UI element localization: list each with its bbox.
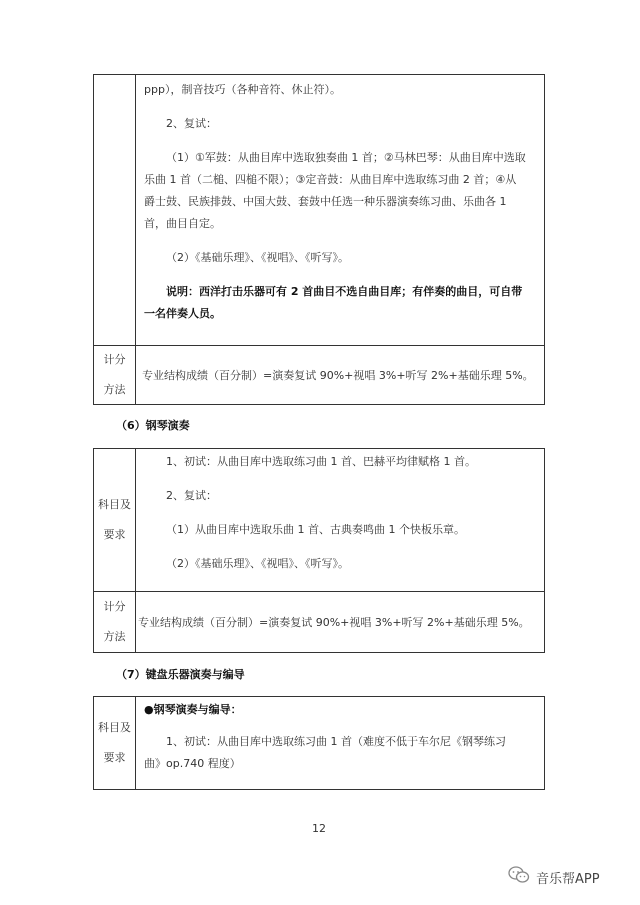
subject-label — [94, 449, 136, 591]
watermark-text: 音乐帮APP — [536, 871, 600, 887]
text-line: （2）《基础乐理》、《视唱》、《听写》。 — [166, 557, 349, 570]
text-line: 1、初试：从曲目库中选取练习曲 1 首、巴赫平均律赋格 1 首。 — [166, 455, 476, 468]
label-text: 计分 — [103, 353, 126, 366]
text-line: 乐曲 1 首（二槌、四槌不限）；③定音鼓：从曲目库中选取练习曲 2 首；④从 — [144, 173, 517, 186]
label-text: 要求 — [103, 528, 126, 541]
note-line: 一名伴奏人员。 — [144, 307, 221, 320]
watermark — [508, 866, 600, 888]
text-line: 曲》op.740 程度） — [144, 757, 241, 770]
text-line: ppp），制音技巧（各种音符、休止符）。 — [144, 83, 341, 96]
table-percussion — [93, 74, 545, 405]
label-text: 要求 — [103, 751, 126, 764]
score-method-label — [94, 346, 136, 404]
score-text: 专业结构成绩（百分制）=演奏复试 90%+视唱 3%+听写 2%+基础乐理 5%。 — [138, 616, 530, 629]
text-line: 首，曲目自定。 — [144, 217, 221, 230]
requirements-cell — [136, 449, 544, 591]
requirements-cell — [136, 697, 544, 789]
text-line: （1）①军鼓：从曲目库中选取独奏曲 1 首；②马林巴琴：从曲目库中选取 — [166, 151, 526, 164]
text-line: 2、复试： — [166, 489, 217, 502]
table-label-empty — [94, 75, 136, 345]
subject-label — [94, 697, 136, 789]
table-piano — [93, 448, 545, 653]
text-line: （2）《基础乐理》、《视唱》、《听写》。 — [166, 251, 349, 264]
score-text: 专业结构成绩（百分制）=演奏复试 90%+视唱 3%+听写 2%+基础乐理 5%。 — [142, 369, 534, 382]
section-heading: （6）钢琴演奏 — [116, 419, 190, 432]
label-text: 方法 — [103, 630, 126, 643]
note-line: 说明：西洋打击乐器可有 2 首曲目不选自曲目库；有伴奏的曲目，可自带 — [166, 285, 523, 298]
text-line: 1、初试：从曲目库中选取练习曲 1 首（难度不低于车尔尼《钢琴练习 — [166, 735, 506, 748]
wechat-icon — [508, 866, 530, 888]
score-method-cell — [136, 592, 544, 652]
page-number: 12 — [312, 822, 326, 835]
subsection-heading: ●钢琴演奏与编导： — [144, 703, 242, 716]
label-text: 方法 — [103, 383, 126, 396]
text-line: 爵士鼓、民族排鼓、中国大鼓、套鼓中任选一种乐器演奏练习曲、乐曲各 1 — [144, 195, 507, 208]
text-line: 2、复试： — [166, 117, 217, 130]
score-method-cell — [136, 346, 544, 404]
section-heading: （7）键盘乐器演奏与编导 — [116, 668, 245, 681]
label-text: 科目及 — [98, 498, 131, 511]
label-text: 计分 — [103, 600, 126, 613]
text-line: （1）从曲目库中选取乐曲 1 首、古典奏鸣曲 1 个快板乐章。 — [166, 523, 465, 536]
requirements-cell — [136, 75, 544, 345]
table-keyboard — [93, 696, 545, 790]
label-text: 科目及 — [98, 721, 131, 734]
score-method-label — [94, 592, 136, 652]
